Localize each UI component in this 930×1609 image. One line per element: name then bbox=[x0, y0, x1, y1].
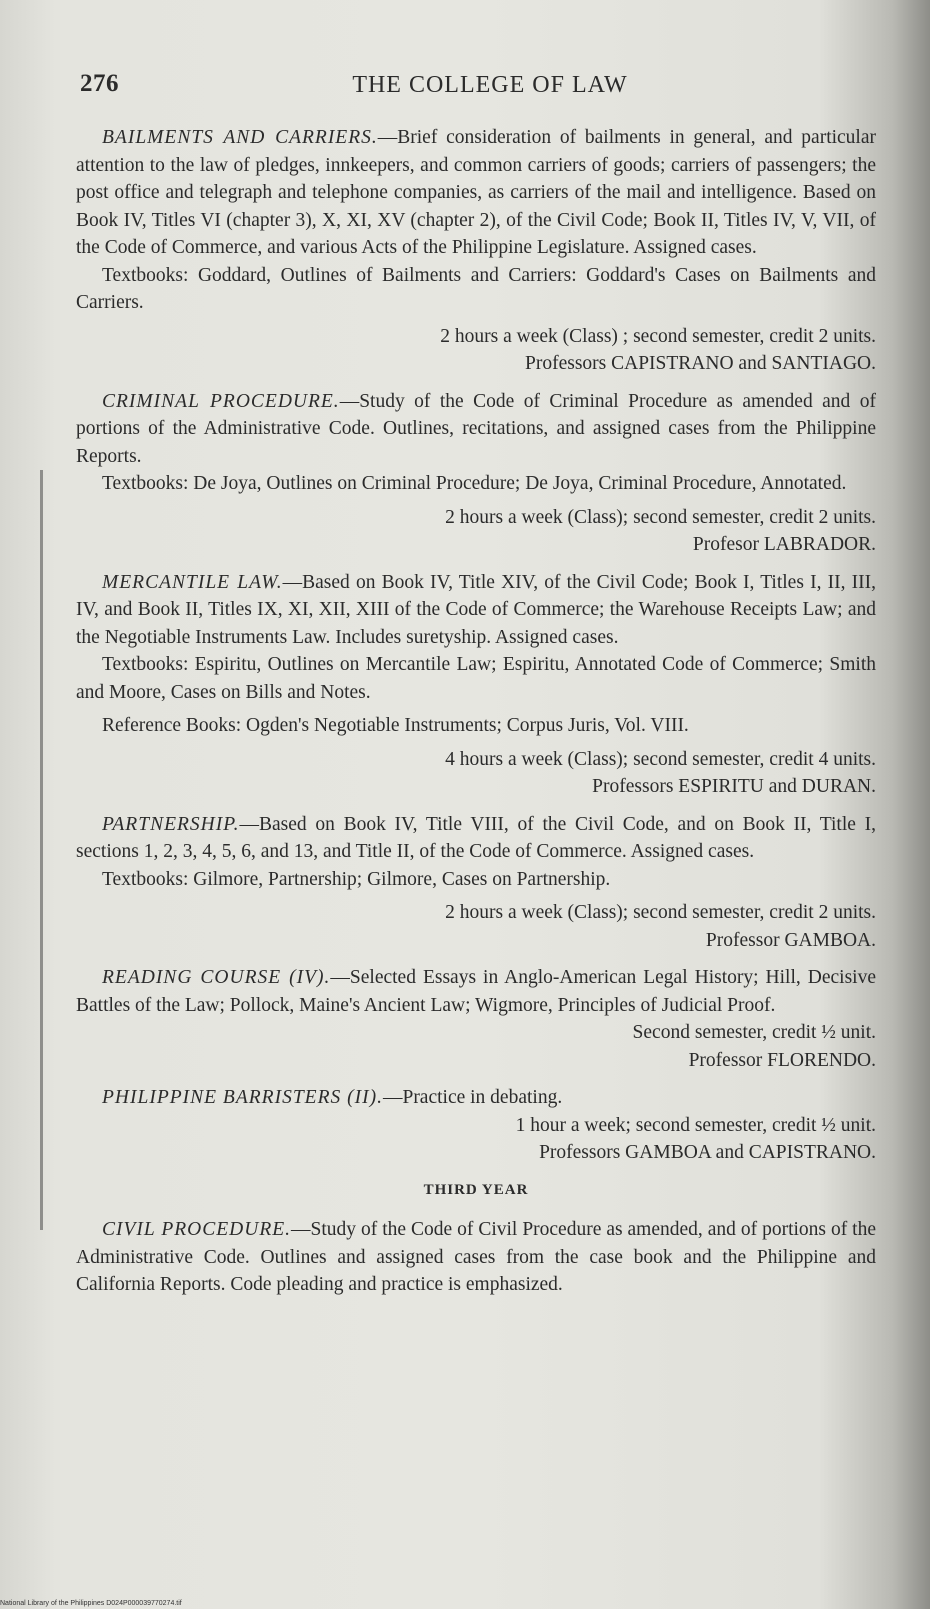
page-number: 276 bbox=[80, 70, 119, 97]
page-content bbox=[76, 124, 876, 1299]
course-title: CRIMINAL PROCEDURE. bbox=[102, 390, 340, 412]
course-professor: Professors CAPISTRANO and SANTIAGO. bbox=[525, 353, 876, 374]
course-title: BAILMENTS AND CARRIERS. bbox=[102, 127, 378, 148]
binding-shadow bbox=[40, 470, 43, 1230]
page-header bbox=[80, 70, 900, 106]
course-meta bbox=[76, 323, 876, 378]
course-title: MERCANTILE LAW. bbox=[102, 571, 283, 593]
course-description bbox=[76, 388, 876, 471]
section-heading: THIRD YEAR bbox=[423, 1181, 529, 1198]
course-title: PHILIPPINE BARRISTERS (II). bbox=[102, 1087, 383, 1108]
course-schedule: 2 hours a week (Class); second semester, credit 2 units. bbox=[445, 506, 876, 528]
course-professor: Professor FLORENDO. bbox=[688, 1049, 876, 1071]
course-text: —Based on Book IV, Title VIII, of the Civil Code, and on Book II, Title I, sections 1, 2, 3, 4, 5, 6, and 13, and Title II, of the Code of Commerce. Assigned cases. bbox=[76, 813, 876, 862]
course-schedule: 1 hour a week; second semester, credit ½ unit. bbox=[515, 1114, 876, 1136]
course-meta bbox=[76, 504, 876, 559]
course-text: —Study of the Code of Civil Procedure as amended, and of portions of the Administrative Code. Outlines and assigned cases from the case book and the Philippine and California Reports. Code pleading and practice is emphasized. bbox=[76, 1219, 876, 1295]
course-references: Reference Books: Ogden's Negotiable Instruments; Corpus Juris, Vol. VIII. bbox=[102, 715, 689, 736]
course-schedule: Second semester, credit ½ unit. bbox=[632, 1022, 876, 1043]
course-description bbox=[76, 1216, 876, 1299]
course-textbooks: Textbooks: Gilmore, Partnership; Gilmore, Cases on Partnership. bbox=[102, 868, 611, 890]
running-head: THE COLLEGE OF LAW bbox=[352, 72, 628, 98]
course-title: PARTNERSHIP. bbox=[102, 813, 240, 835]
course-textbooks: Textbooks: De Joya, Outlines on Criminal Procedure; De Joya, Criminal Procedure, Annotated. bbox=[102, 473, 847, 494]
course-professor: Professor GAMBOA. bbox=[705, 929, 876, 951]
course-schedule: 2 hours a week (Class) ; second semester, credit 2 units. bbox=[440, 325, 876, 347]
course-meta bbox=[76, 746, 876, 801]
course-title: CIVIL PROCEDURE. bbox=[102, 1219, 292, 1240]
course-textbooks: Textbooks: Espiritu, Outlines on Mercantile Law; Espiritu, Annotated Code of Commerce; Smith and Moore, Cases on Bills and Notes. bbox=[76, 654, 876, 703]
course-meta bbox=[76, 899, 876, 954]
scan-footer: National Library of the Philippines D024P000039770274.tif bbox=[0, 1600, 182, 1607]
course-meta bbox=[76, 1112, 876, 1167]
course-schedule: 4 hours a week (Class); second semester, credit 4 units. bbox=[445, 748, 876, 770]
course-professor: Professors GAMBOA and CAPISTRANO. bbox=[539, 1142, 876, 1163]
course-text: —Brief consideration of bailments in general, and particular attention to the law of pledges, innkeepers, and common carriers of goods; carriers of passengers; the post office and telegraph and telephone companies, as carriers of the mail and intelligence. Based on Book IV, Titles VI (chapter 3), X, XI, XV (chapter 2), of the Civil Code; Book II, Titles IV, V, VII, of the Code of Commerce, and various Acts of the Philippine Legislature. Assigned cases. bbox=[76, 127, 876, 258]
course-schedule: 2 hours a week (Class); second semester, credit 2 units. bbox=[445, 902, 876, 923]
course-professor: Professors ESPIRITU and DURAN. bbox=[592, 776, 876, 797]
course-description bbox=[76, 1084, 876, 1112]
course-meta bbox=[76, 1019, 876, 1074]
course-text: —Selected Essays in Anglo-American Legal History; Hill, Decisive Battles of the Law; Pollock, Maine's Ancient Law; Wigmore, Principles of Judicial Proof. bbox=[76, 967, 876, 1016]
course-professor: Profesor LABRADOR. bbox=[692, 534, 876, 555]
course-description bbox=[76, 124, 876, 262]
course-text: —Study of the Code of Criminal Procedure as amended and of portions of the Administrative Code. Outlines, recitations, and assigned cases from the Philippine Reports. bbox=[76, 390, 876, 467]
course-title: READING COURSE (IV). bbox=[102, 967, 331, 988]
course-text: —Based on Book IV, Title XIV, of the Civil Code; Book I, Titles I, II, III, IV, and Book II, Titles IX, XI, XII, XIII of the Code of Commerce; the Warehouse Receipts Law; and the Negotiable Instruments Law. Includes suretyship. Assigned cases. bbox=[76, 571, 877, 648]
course-textbooks: Textbooks: Goddard, Outlines of Bailments and Carriers: Goddard's Cases on Bailments and Carriers. bbox=[76, 264, 876, 313]
course-description bbox=[76, 964, 876, 1019]
course-description bbox=[76, 569, 876, 652]
course-description bbox=[76, 811, 876, 866]
course-text: —Practice in debating. bbox=[382, 1087, 563, 1108]
